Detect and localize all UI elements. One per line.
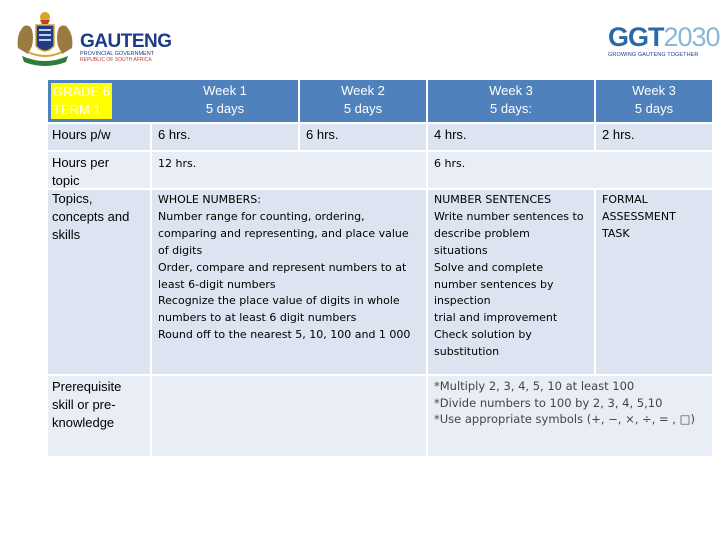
topic-line: Recognize the place value of digits in whole	[158, 294, 400, 308]
week3-title: Week 3	[489, 83, 533, 98]
prerequisite-label-2: skill or pre-	[52, 397, 116, 412]
prerequisite-row	[48, 374, 712, 456]
hours-topic-label-1: Hours per	[52, 155, 110, 170]
topic-line: Number range for counting, ordering,	[158, 209, 365, 223]
number-sentences-topic	[426, 190, 594, 376]
week1-header	[152, 80, 298, 122]
hours-pw-label: Hours p/w	[48, 124, 152, 150]
week2-hours: 6 hrs.	[298, 124, 426, 150]
grade-term-header	[48, 80, 152, 122]
topics-label-1: Topics,	[52, 191, 93, 206]
prerequisite-label-3: knowledge	[52, 415, 115, 430]
hours-topic-label-2: topic	[52, 173, 80, 188]
week2-title: Week 2	[341, 83, 385, 98]
topic-line: TASK	[602, 226, 630, 240]
topic-line: numbers to at least 6 digit numbers	[158, 311, 357, 325]
ggt2030-logo	[608, 22, 720, 64]
gauteng-logo	[12, 8, 172, 70]
hours-topic-label	[48, 152, 152, 190]
topic-line: substitution	[434, 345, 500, 359]
week3b-days: 5 days	[634, 101, 674, 116]
topic-line: WHOLE NUMBERS:	[158, 193, 261, 206]
topics-label-3: skills	[52, 227, 81, 242]
hours-per-week-row	[48, 122, 712, 150]
gauteng-title: GAUTENG	[80, 31, 172, 52]
week1-days: 5 days	[205, 101, 245, 116]
prerequisite-line: *Divide numbers to 100 by 2, 3, 4, 5,10	[434, 395, 663, 410]
week1-hours: 6 hrs.	[152, 124, 298, 150]
week3-hours: 4 hrs.	[426, 124, 594, 150]
week2-header	[298, 80, 426, 122]
ggt2030-tagline: GROWING GAUTENG TOGETHER	[608, 52, 699, 58]
table-header-row	[48, 80, 712, 122]
ggt2030-wordmark	[608, 22, 720, 52]
topics-label-2: concepts and	[52, 209, 130, 224]
hours-per-topic-row	[48, 150, 712, 188]
topic-line: describe problem	[434, 226, 530, 240]
week2-days: 5 days	[343, 101, 383, 116]
topic-line: NUMBER SENTENCES	[434, 193, 552, 206]
topic-line: Round off to the nearest 5, 10, 100 and 1 000	[158, 328, 411, 342]
grade-term-badge	[51, 83, 112, 119]
topic-line: Write number sentences to	[434, 209, 584, 223]
topic-line: number sentences by	[434, 277, 554, 291]
week3b-header	[594, 80, 712, 122]
topic-line: FORMAL	[602, 193, 648, 206]
ggt-year: 2030	[663, 22, 720, 52]
topics-row	[48, 188, 712, 376]
gauteng-wordmark	[80, 32, 172, 63]
topic-line: least 6-digit numbers	[158, 277, 276, 291]
formal-assessment-topic	[594, 190, 712, 376]
prerequisite-line: *Multiply 2, 3, 4, 5, 10 at least 100	[434, 379, 635, 393]
prerequisite-label	[48, 376, 152, 456]
prerequisite-empty-cell	[152, 376, 426, 456]
topic-line: situations	[434, 243, 488, 257]
topic-line: of digits	[158, 243, 203, 257]
prerequisite-skills	[426, 376, 712, 456]
week3b-hours: 2 hrs.	[594, 124, 712, 150]
grade-label: GRADE 6	[53, 84, 111, 99]
topics-label	[48, 190, 152, 376]
week3b-title: Week 3	[632, 83, 676, 98]
ggt-text: GGT	[608, 22, 664, 52]
term-label: TERM 1	[53, 102, 101, 117]
gauteng-subtitle-2: REPUBLIC OF SOUTH AFRICA	[80, 57, 152, 63]
prerequisite-label-1: Prerequisite	[52, 379, 122, 394]
page-header	[0, 0, 720, 78]
topic-line: inspection	[434, 294, 491, 308]
topic2-hours: 6 hrs.	[426, 152, 712, 190]
topic-line: Order, compare and represent numbers to at	[158, 260, 407, 274]
topic-line: Solve and complete	[434, 260, 544, 274]
topic-line: trial and improvement	[434, 311, 558, 325]
topic-line: comparing and representing, and place value	[158, 226, 409, 240]
topic-line: ASSESSMENT	[602, 209, 676, 223]
week1-title: Week 1	[203, 83, 247, 98]
whole-numbers-topic	[152, 190, 426, 376]
topic1-hours: 12 hrs.	[152, 152, 426, 190]
week3-days: 5 days:	[490, 101, 532, 116]
coat-of-arms-icon	[12, 8, 78, 70]
prerequisite-line: *Use appropriate symbols (+, −, ×, ÷, = , □)	[434, 412, 695, 426]
topic-line: Check solution by	[434, 328, 532, 342]
week3-header	[426, 80, 594, 122]
gauteng-subtitle: PROVINCIAL GOVERNMENT	[80, 51, 155, 57]
